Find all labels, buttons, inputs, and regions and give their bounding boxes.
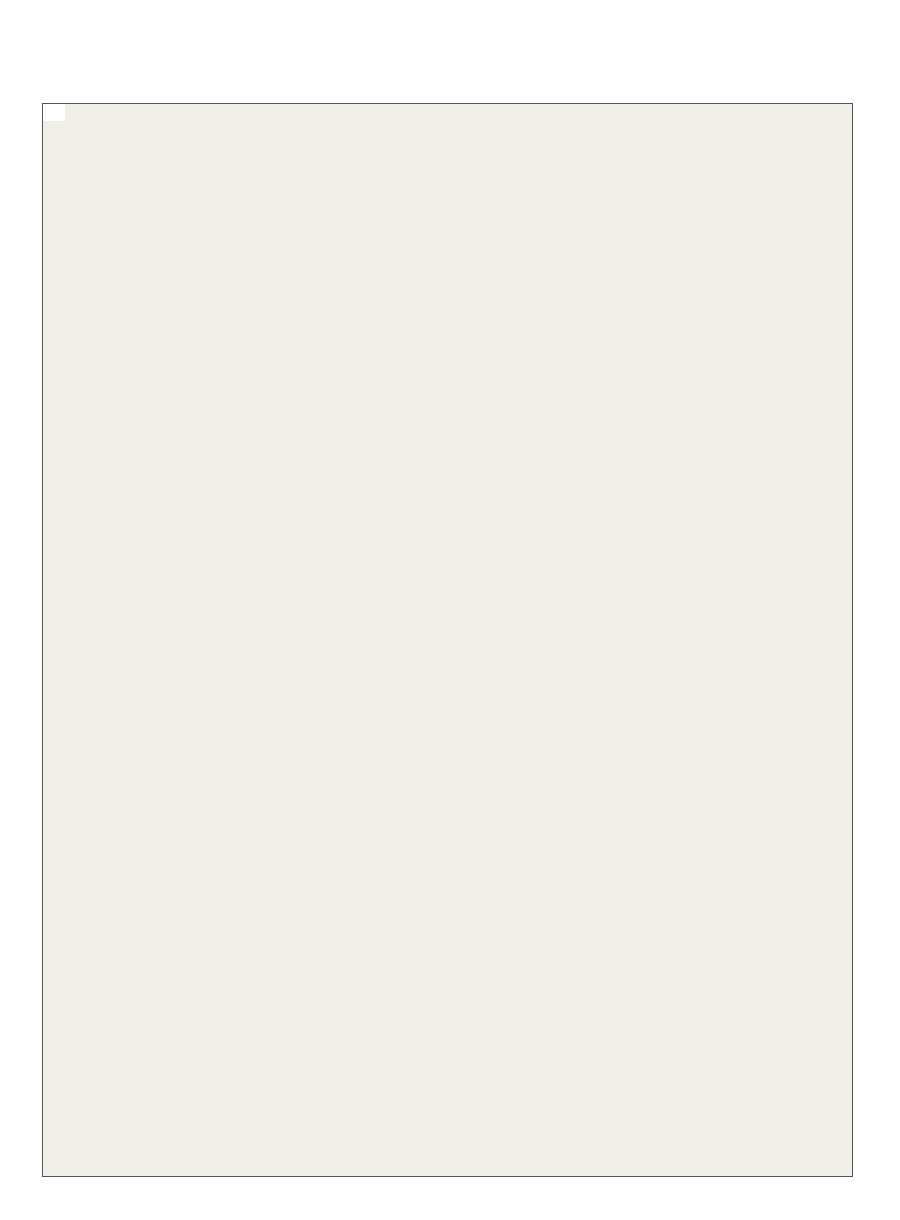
calendar-grid: [42, 103, 853, 1177]
header-corner: [43, 104, 65, 121]
